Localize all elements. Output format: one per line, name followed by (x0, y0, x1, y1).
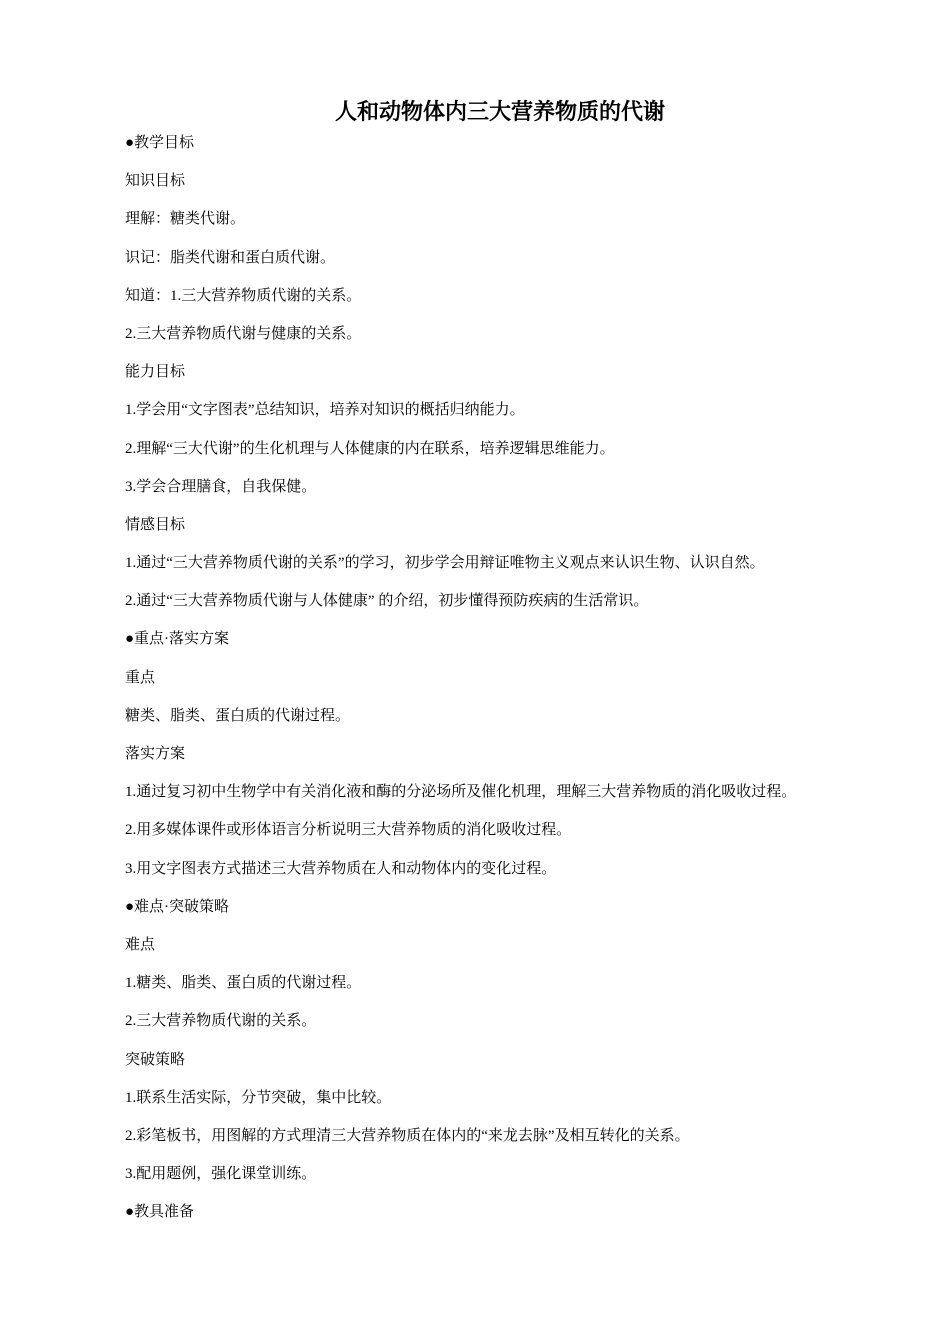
paragraph-line: 1.糖类、脂类、蛋白质的代谢过程。 (125, 975, 362, 992)
document-title: 人和动物体内三大营养物质的代谢 (334, 99, 665, 124)
paragraph-line: 知道：1.三大营养物质代谢的关系。 (125, 287, 362, 304)
paragraph-line: 3.配用题例，强化课堂训练。 (125, 1166, 317, 1183)
paragraph-line: 3.用文字图表方式描述三大营养物质在人和动物体内的变化过程。 (125, 860, 557, 877)
section-heading-teaching-aids: ●教具准备 (125, 1204, 195, 1221)
paragraph-line: 1.通过“三大营养物质代谢的关系”的学习，初步学会用辩证唯物主义观点来认识生物、认识自然。 (125, 555, 765, 572)
paragraph-line: 2.彩笔板书，用图解的方式理清三大营养物质在体内的“来龙去脉”及相互转化的关系。 (125, 1127, 690, 1144)
subheading-knowledge-goals: 知识目标 (125, 173, 186, 190)
paragraph-line: 2.用多媒体课件或形体语言分析说明三大营养物质的消化吸收过程。 (125, 822, 572, 839)
subheading-ability-goals: 能力目标 (125, 364, 186, 381)
paragraph-line: 2.三大营养物质代谢与健康的关系。 (125, 325, 362, 342)
section-heading-difficulties: ●难点·突破策略 (125, 898, 230, 915)
paragraph-line: 1.通过复习初中生物学中有关消化液和酶的分泌场所及催化机理，理解三大营养物质的消化吸收过程。 (125, 784, 797, 801)
paragraph-line: 理解：糖类代谢。 (125, 211, 246, 228)
paragraph-line: 2.三大营养物质代谢的关系。 (125, 1013, 317, 1030)
subheading-difficulties: 难点 (125, 936, 156, 953)
subheading-key-points: 重点 (125, 669, 156, 686)
paragraph-line: 2.通过“三大营养物质代谢与人体健康” 的介绍，初步懂得预防疾病的生活常识。 (125, 593, 649, 610)
document-body (125, 124, 925, 1231)
section-heading-teaching-goals: ●教学目标 (125, 135, 195, 151)
paragraph-line: 糖类、脂类、蛋白质的代谢过程。 (125, 707, 351, 724)
paragraph-line: 1.学会用“文字图表”总结知识，培养对知识的概括归纳能力。 (125, 402, 525, 419)
subheading-emotional-goals: 情感目标 (125, 516, 186, 533)
paragraph-line: 识记：脂类代谢和蛋白质代谢。 (125, 249, 336, 266)
paragraph-line: 2.理解“三大代谢”的生化机理与人体健康的内在联系，培养逻辑思维能力。 (125, 440, 615, 457)
subheading-implementation-plan: 落实方案 (125, 746, 186, 762)
subheading-breakthrough-strategy: 突破策略 (125, 1051, 186, 1068)
paragraph-line: 1.联系生活实际，分节突破，集中比较。 (125, 1089, 392, 1106)
paragraph-line: 3.学会合理膳食，自我保健。 (125, 478, 317, 495)
section-heading-key-points: ●重点·落实方案 (125, 631, 230, 648)
